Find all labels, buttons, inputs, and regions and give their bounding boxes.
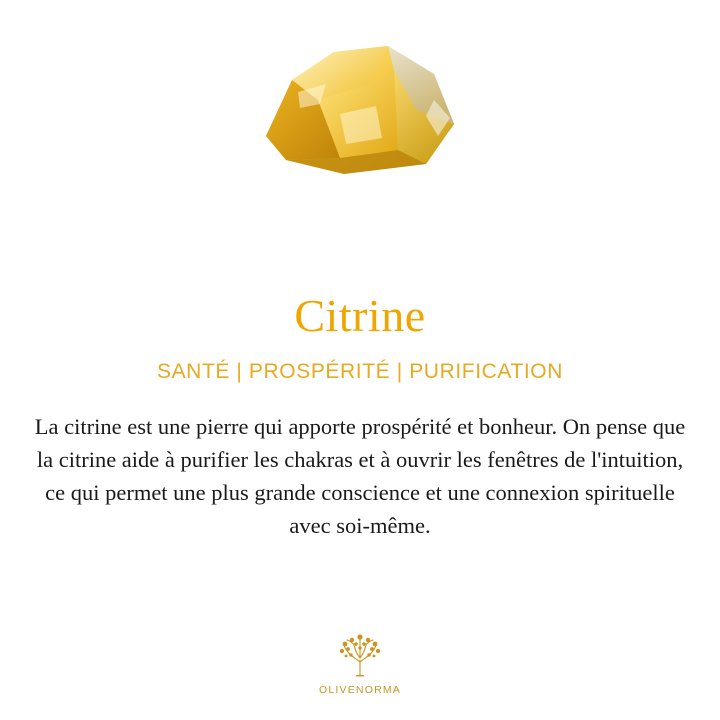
brand-name: OLIVENORMA [318,684,401,696]
tree-of-life-icon [333,628,387,682]
citrine-crystal-image [248,40,478,200]
keywords-line: SANTÉ | PROSPÉRITÉ | PURIFICATION [156,360,564,383]
description-text: La citrine est une pierre qui apporte prospérité et bonheur. On pense que la citrine aide à purifier les chakras et à ouvrir les fenêtres de l'intuition, ce qui permet une plus grande conscience et une connexion spirituelle avec soi-même. [34,414,686,538]
citrine-crystal-icon [248,40,478,200]
page-title: Citrine [294,290,426,341]
stone-image-area [0,0,720,290]
brand-logo [0,628,720,696]
